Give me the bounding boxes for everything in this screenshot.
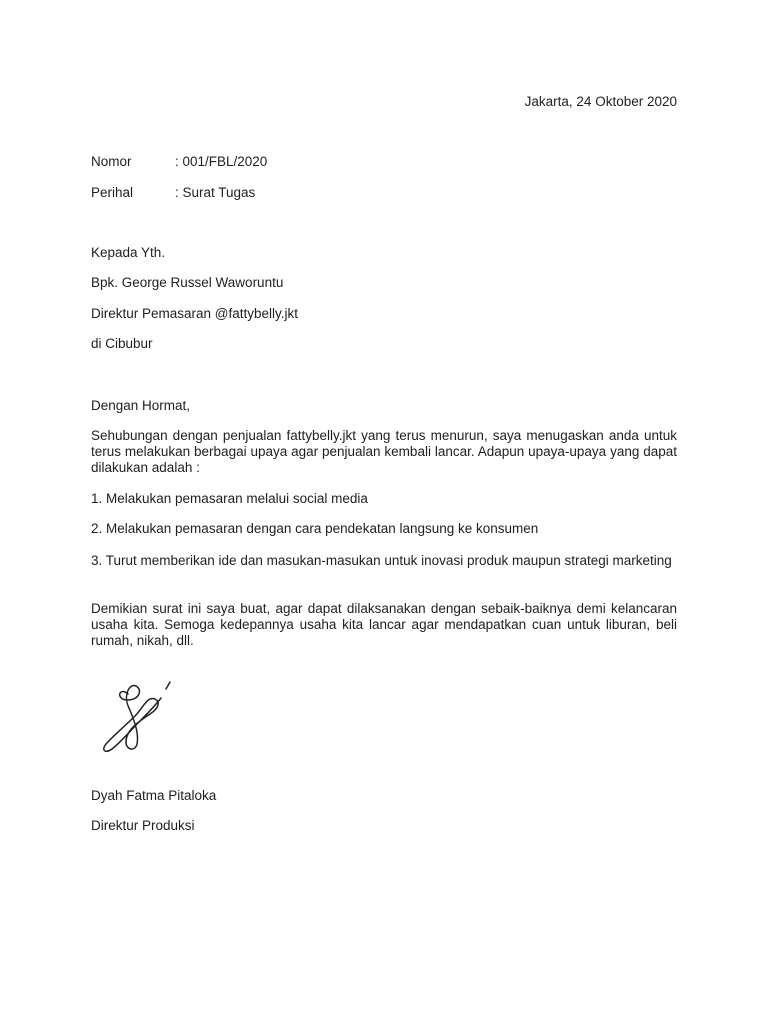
- handwritten-signature: [95, 678, 185, 758]
- perihal-value: : Surat Tugas: [175, 185, 256, 200]
- recipient-name: Bpk. George Russel Waworuntu: [91, 275, 284, 290]
- salutation: Dengan Hormat,: [91, 398, 191, 413]
- recipient-greeting: Kepada Yth.: [91, 245, 166, 260]
- perihal-label: Perihal: [91, 185, 134, 200]
- body-intro: Sehubungan dengan penjualan fattybelly.jkt yang terus menurun, saya menugaskan anda untuk terus melakukan berbagai upaya agar penjualan kembali lancar. Adapun upaya-upaya yang dapat dilakukan adalah :: [91, 428, 677, 475]
- list-item: 1. Melakukan pemasaran melalui social media: [91, 491, 368, 506]
- letter-date: Jakarta, 24 Oktober 2020: [524, 94, 677, 109]
- recipient-location: di Cibubur: [91, 336, 153, 351]
- recipient-position: Direktur Pemasaran @fattybelly.jkt: [91, 306, 299, 321]
- list-item: 2. Melakukan pemasaran dengan cara pendekatan langsung ke konsumen: [91, 521, 539, 536]
- nomor-value: : 001/FBL/2020: [175, 154, 268, 169]
- nomor-label: Nomor: [91, 154, 132, 169]
- list-item: 3. Turut memberikan ide dan masukan-masukan untuk inovasi produk maupun strategi marketing: [91, 553, 672, 568]
- signer-name: Dyah Fatma Pitaloka: [91, 788, 217, 803]
- signer-title: Direktur Produksi: [91, 818, 195, 833]
- closing-paragraph: Demikian surat ini saya buat, agar dapat dilaksanakan dengan sebaik-baiknya demi kelancaran usaha kita. Semoga kedepannya usaha kita lancar agar mendapatkan cuan untuk liburan, beli rumah, nikah, dll.: [91, 601, 677, 648]
